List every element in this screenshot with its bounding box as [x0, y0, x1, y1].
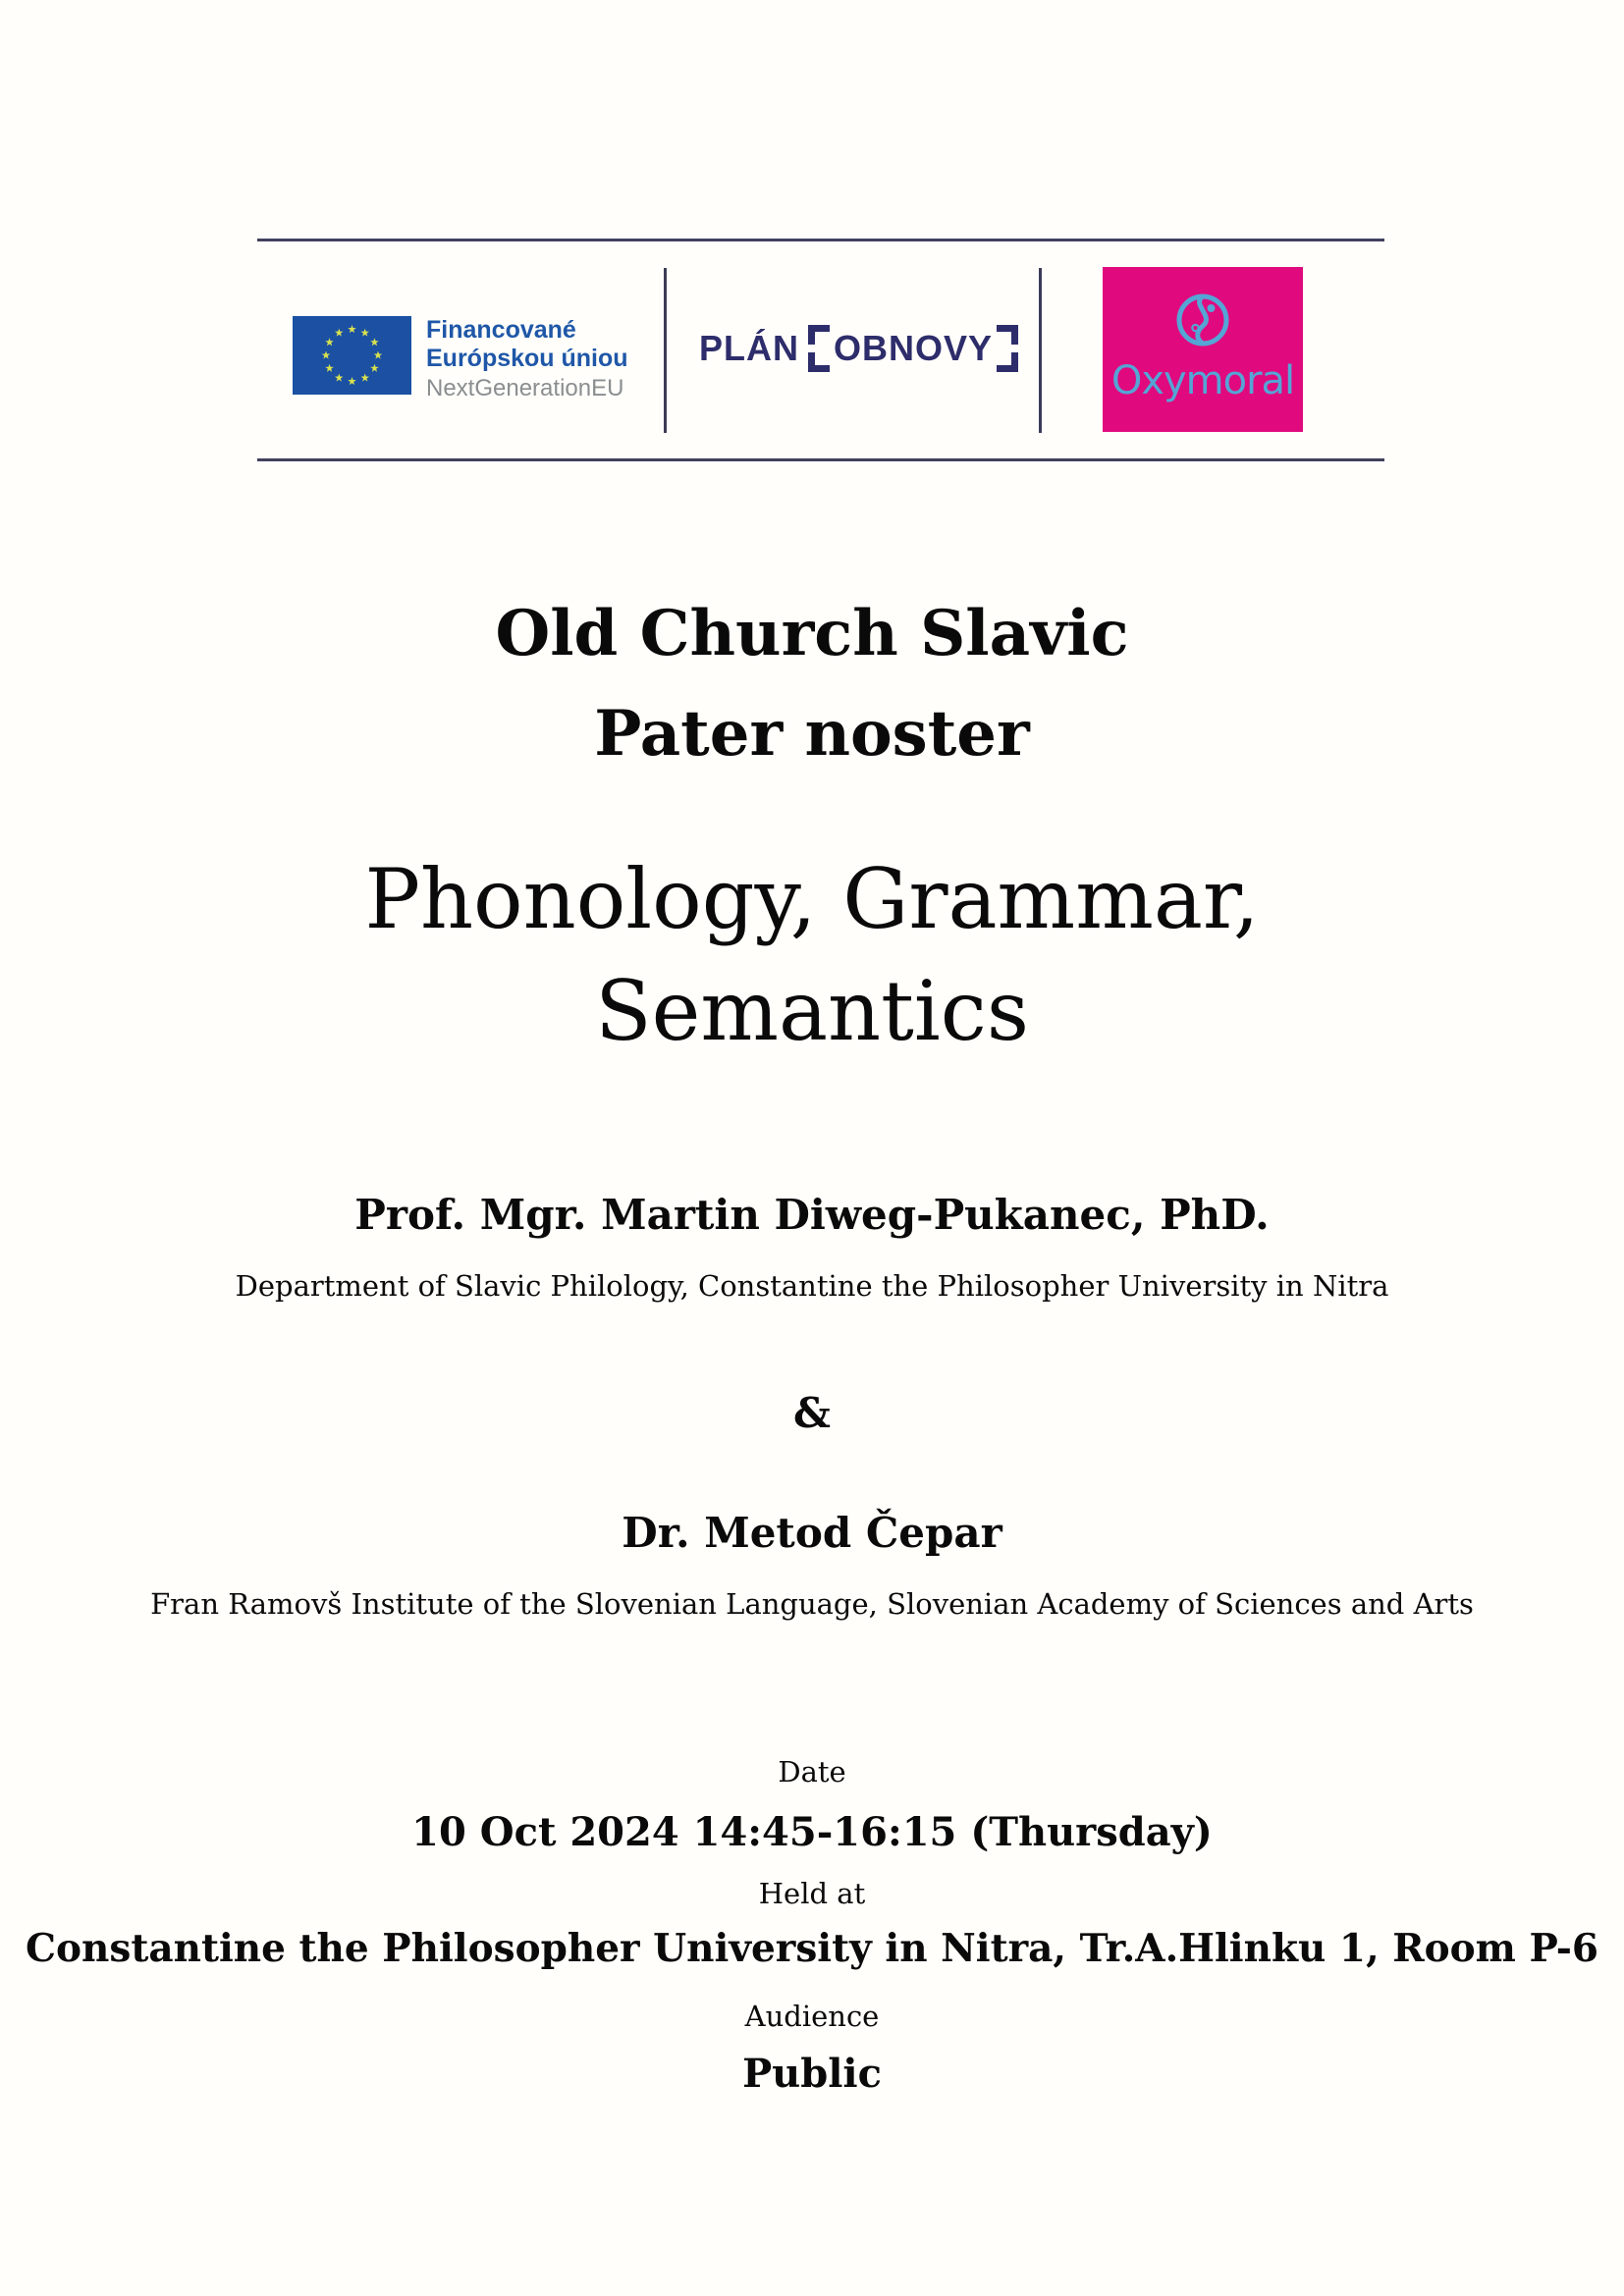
held-at-label: Held at: [758, 1877, 866, 1910]
bracket-right-icon: [1001, 325, 1018, 372]
authors-separator: &: [793, 1389, 831, 1437]
top-rule: [257, 239, 1384, 241]
eu-funding-text-line1: Financované: [426, 316, 576, 344]
lecture-title-line1: Phonology, Grammar,: [364, 851, 1260, 947]
oxymoral-wordmark: Oxymoral: [1110, 358, 1295, 403]
audience-value: Public: [742, 2051, 882, 2097]
audience-label: Audience: [744, 2000, 880, 2033]
course-title-line1: Old Church Slavic: [495, 597, 1129, 670]
held-at-value: Constantine the Philosopher University in Nitra, Tr.A.Hlinku 1, Room P-6: [25, 1926, 1599, 1971]
funding-logo-band: [0, 0, 1624, 462]
bracket-corner: [808, 352, 830, 372]
eu-funding-text: [426, 316, 628, 402]
plan-obnovy-logo: [699, 325, 1018, 372]
author-affiliation-1: Department of Slavic Philology, Constantine the Philosopher University in Nitra: [235, 1269, 1389, 1303]
logo-divider-1: [664, 268, 667, 433]
oxymoral-emblem-icon: [1174, 292, 1231, 348]
bracket-corner: [808, 325, 830, 345]
bracket-corner: [997, 352, 1018, 372]
eu-funding-logo: [293, 316, 628, 402]
lecture-title-line2: Semantics: [595, 963, 1029, 1059]
logo-divider-2: [1039, 268, 1042, 433]
eu-flag-icon: [293, 316, 411, 395]
author-affiliation-2: Fran Ramovš Institute of the Slovenian Language, Slovenian Academy of Sciences and Arts: [150, 1587, 1474, 1621]
plan-word: PLÁN: [699, 328, 799, 368]
author-name-1: Prof. Mgr. Martin Diweg-Pukanec, PhD.: [354, 1191, 1270, 1239]
oxymoral-logo: [1103, 267, 1303, 432]
obnovy-word: OBNOVY: [834, 328, 994, 368]
course-title: [0, 584, 1624, 784]
date-value: 10 Oct 2024 14:45-16:15 (Thursday): [411, 1809, 1213, 1855]
bracket-corner: [997, 325, 1018, 345]
bracket-left-icon: [808, 325, 825, 372]
eu-nextgeneration-text: NextGenerationEU: [426, 375, 624, 401]
author-name-2: Dr. Metod Čepar: [622, 1509, 1002, 1557]
document-content: [0, 461, 1624, 2099]
date-label: Date: [778, 1755, 846, 1789]
lecture-title: [0, 843, 1624, 1067]
course-title-line2: Pater noster: [594, 697, 1030, 771]
eu-funding-text-line2: Európskou úniou: [426, 345, 628, 372]
